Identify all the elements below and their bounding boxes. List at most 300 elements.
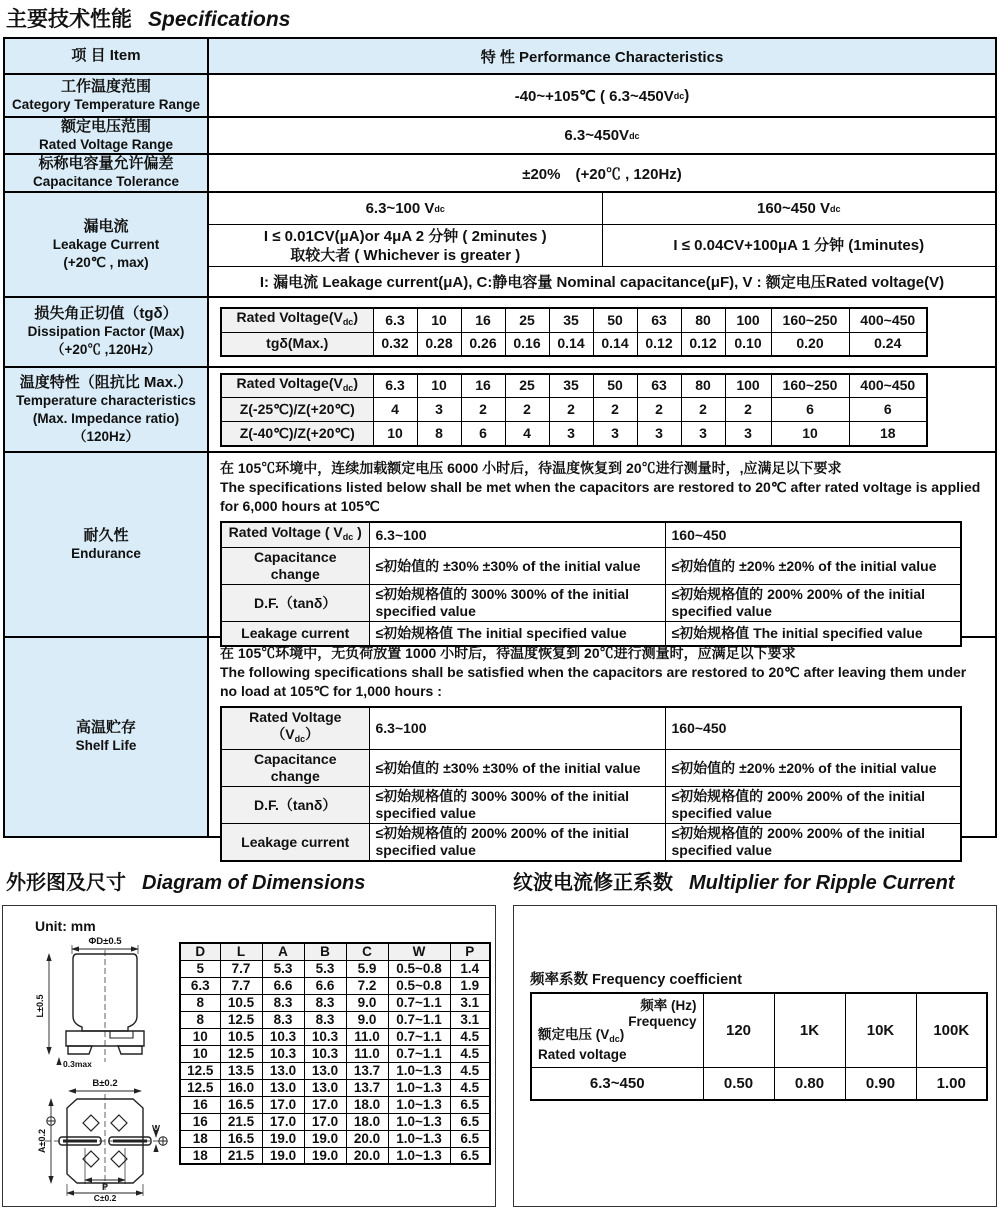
table-row bbox=[180, 1147, 490, 1164]
table-cell: 3 bbox=[637, 422, 681, 446]
table-row bbox=[221, 585, 961, 622]
dim-label-a: A±0.2 bbox=[37, 1129, 47, 1153]
spec-header-item bbox=[5, 39, 209, 73]
spec-title-cn: 主要技术性能 bbox=[6, 8, 132, 31]
table-cell: 11.0 bbox=[346, 1045, 388, 1062]
dimensions-table bbox=[179, 942, 491, 1165]
shelf-life-row bbox=[5, 636, 995, 858]
table-cell: 17.0 bbox=[304, 1096, 346, 1113]
table-row bbox=[221, 422, 927, 446]
table-cell: ≤初始值的 ±30% ±30% of the initial value bbox=[369, 548, 665, 585]
unit-label: Unit: mm bbox=[35, 918, 96, 934]
table-cell: 3 bbox=[549, 422, 593, 446]
table-cell: 7.7 bbox=[220, 977, 262, 994]
table-cell: 8 bbox=[180, 1011, 220, 1028]
table-cell: 6 bbox=[461, 422, 505, 446]
leakage-content bbox=[209, 193, 995, 296]
temp-characteristics-row bbox=[5, 366, 995, 451]
table-cell: 19.0 bbox=[304, 1147, 346, 1164]
table-cell: 2 bbox=[461, 398, 505, 422]
frequency-column-header: 120 bbox=[703, 993, 774, 1067]
table-cell: Z(-25℃)/Z(+20℃) bbox=[221, 398, 373, 422]
temp-characteristics-label bbox=[5, 368, 209, 451]
table-cell: 3 bbox=[681, 422, 725, 446]
endurance-intro-en: The specifications listed below shall be met when the capacitors are restored to 20℃ after rated voltage is applied for 6,000 hours at 105℃ bbox=[220, 479, 981, 514]
table-cell: 4 bbox=[373, 398, 417, 422]
table-cell: 0.7~1.1 bbox=[388, 994, 450, 1011]
capacitor-foot-left bbox=[68, 1046, 92, 1054]
temp-char-label-en2: (Max. Impedance ratio) bbox=[32, 410, 180, 426]
table-cell: 0.12 bbox=[681, 332, 725, 356]
dim-label-l: L±0.5 bbox=[35, 994, 45, 1018]
table-cell: 10 bbox=[180, 1045, 220, 1062]
table-cell: 6.3~100 bbox=[369, 707, 665, 750]
table-cell: tgδ(Max.) bbox=[221, 332, 373, 356]
dim-label-d: ΦD±0.5 bbox=[88, 936, 122, 947]
table-cell: 20.0 bbox=[346, 1130, 388, 1147]
ripple-title-en: Multiplier for Ripple Current bbox=[689, 872, 955, 894]
table-cell: 1.4 bbox=[450, 960, 490, 977]
table-row bbox=[180, 1062, 490, 1079]
table-cell: P bbox=[450, 943, 490, 960]
table-row bbox=[180, 977, 490, 994]
frequency-column-header: 10K bbox=[845, 993, 916, 1067]
table-cell: 6.5 bbox=[450, 1113, 490, 1130]
table-cell: 3 bbox=[593, 422, 637, 446]
table-cell: 10.3 bbox=[304, 1028, 346, 1045]
table-cell: 6.5 bbox=[450, 1096, 490, 1113]
table-cell: Rated Voltage ( $V_{dc}$ ) bbox=[221, 522, 369, 548]
table-cell: 10.3 bbox=[262, 1045, 304, 1062]
table-cell: 3 bbox=[725, 422, 771, 446]
shelf-life-content bbox=[209, 638, 995, 858]
capacitor-can bbox=[73, 954, 137, 1031]
table-cell: ≤初始值的 ±20% ±20% of the initial value bbox=[665, 548, 961, 585]
coefficient-cell: 0.90 bbox=[845, 1067, 916, 1100]
table-cell: 18.0 bbox=[346, 1096, 388, 1113]
voltage-range-label bbox=[5, 118, 209, 153]
table-cell: D.F.（tanδ） bbox=[221, 787, 369, 824]
table-cell: 6.5 bbox=[450, 1130, 490, 1147]
table-cell: 16.5 bbox=[220, 1096, 262, 1113]
tolerance-value: ±20% (+20℃ , 120Hz) bbox=[522, 165, 682, 183]
table-cell: Leakage current bbox=[221, 824, 369, 862]
table-row bbox=[180, 1011, 490, 1028]
dissipation-table bbox=[220, 307, 928, 357]
table-cell: 1.0~1.3 bbox=[388, 1062, 450, 1079]
shelf-life-label-cn: 高温贮存 bbox=[75, 719, 136, 736]
table-cell: 10 bbox=[417, 308, 461, 332]
table-cell: 17.0 bbox=[262, 1113, 304, 1130]
temp-range-label-en: Category Temperature Range bbox=[11, 96, 201, 112]
table-cell: 8 bbox=[180, 994, 220, 1011]
table-row bbox=[180, 1045, 490, 1062]
frequency-coefficient-subtitle: 频率系数 Frequency coefficient bbox=[530, 972, 742, 988]
table-cell: 50 bbox=[593, 374, 637, 398]
dim-label-seat: 0.3max bbox=[63, 1059, 92, 1069]
dimensions-section-title bbox=[6, 866, 365, 895]
voltage-range-cell: 6.3~450 bbox=[531, 1067, 703, 1100]
shelf-life-intro-cn: 在 105℃环境中，无负荷放置 1000 小时后，待温度恢复到 20℃进行测量时，应满足以下要求 bbox=[220, 645, 796, 661]
table-cell: 3.1 bbox=[450, 1011, 490, 1028]
endurance-content bbox=[209, 453, 995, 641]
table-cell: 12.5 bbox=[220, 1011, 262, 1028]
table-cell: 35 bbox=[549, 374, 593, 398]
table-cell: 0.26 bbox=[461, 332, 505, 356]
endurance-row bbox=[5, 451, 995, 641]
table-cell: 1.0~1.3 bbox=[388, 1147, 450, 1164]
table-cell: ≤初始规格值的 200% 200% of the initial specified value bbox=[665, 824, 961, 862]
table-cell: 13.0 bbox=[304, 1079, 346, 1096]
table-cell: 5.3 bbox=[304, 960, 346, 977]
leakage-range1-header: 6.3~100 V dc bbox=[209, 193, 603, 224]
capacitor-side-view bbox=[35, 936, 144, 1069]
table-cell: 0.5~0.8 bbox=[388, 977, 450, 994]
table-cell: 16.0 bbox=[220, 1079, 262, 1096]
table-cell: Rated $Voltage(V_{dc})$ bbox=[221, 308, 373, 332]
table-cell: 0.28 bbox=[417, 332, 461, 356]
table-cell: 20.0 bbox=[346, 1147, 388, 1164]
table-cell: 12.5 bbox=[180, 1079, 220, 1096]
rated-voltage-label-cn: 额定电压 $(V_{dc})$ bbox=[538, 1026, 625, 1044]
dissipation-row bbox=[5, 296, 995, 366]
table-row bbox=[221, 522, 961, 548]
table-cell: 400~450 bbox=[849, 374, 927, 398]
frequency-column-header: 100K bbox=[916, 993, 987, 1067]
table-cell: 11.0 bbox=[346, 1028, 388, 1045]
table-cell: 18.0 bbox=[346, 1113, 388, 1130]
endurance-intro-cn: 在 105℃环境中，连续加载额定电压 6000 小时后，待温度恢复到 20℃进行测量时，,应满足以下要求 bbox=[220, 460, 842, 476]
leakage-label-en: Leakage Current bbox=[52, 236, 160, 252]
ripple-table bbox=[530, 992, 988, 1101]
table-cell: 400~450 bbox=[849, 308, 927, 332]
table-row bbox=[180, 943, 490, 960]
table-cell: 10.5 bbox=[220, 1028, 262, 1045]
ripple-section-title bbox=[513, 866, 955, 895]
table-cell: 100 bbox=[725, 308, 771, 332]
table-cell: 0.7~1.1 bbox=[388, 1045, 450, 1062]
table-cell: ≤初始规格值的 300% 300% of the initial specified value bbox=[369, 585, 665, 622]
table-cell: 4.5 bbox=[450, 1062, 490, 1079]
table-cell: 35 bbox=[549, 308, 593, 332]
table-cell: 1.0~1.3 bbox=[388, 1130, 450, 1147]
table-cell: 16 bbox=[180, 1096, 220, 1113]
table-cell: C bbox=[346, 943, 388, 960]
table-row bbox=[221, 332, 927, 356]
dimensions-title-cn: 外形图及尺寸 bbox=[6, 872, 126, 894]
leakage-formulas bbox=[209, 225, 995, 267]
dissipation-content bbox=[209, 298, 995, 366]
hole bbox=[83, 1115, 99, 1131]
table-cell: 13.0 bbox=[262, 1062, 304, 1079]
table-cell: 2 bbox=[681, 398, 725, 422]
table-cell: 13.7 bbox=[346, 1079, 388, 1096]
table-cell: 1.9 bbox=[450, 977, 490, 994]
table-cell: 16 bbox=[461, 374, 505, 398]
table-cell: 2 bbox=[637, 398, 681, 422]
ripple-title-cn: 纹波电流修正系数 bbox=[513, 872, 673, 894]
table-cell: 7.2 bbox=[346, 977, 388, 994]
table-cell: 8.3 bbox=[262, 994, 304, 1011]
table-cell: 6.6 bbox=[304, 977, 346, 994]
table-cell: D bbox=[180, 943, 220, 960]
table-cell: 0.24 bbox=[849, 332, 927, 356]
dimensions-box bbox=[2, 905, 496, 1207]
table-cell: 80 bbox=[681, 308, 725, 332]
table-cell: 0.5~0.8 bbox=[388, 960, 450, 977]
table-row bbox=[180, 1079, 490, 1096]
table-row bbox=[221, 750, 961, 787]
tolerance-row bbox=[5, 153, 995, 191]
voltage-range-label-en: Rated Voltage Range bbox=[38, 136, 174, 152]
table-row bbox=[221, 707, 961, 750]
table-row bbox=[221, 824, 961, 862]
table-cell: 0.14 bbox=[549, 332, 593, 356]
table-cell: 2 bbox=[725, 398, 771, 422]
ripple-value-row bbox=[531, 1067, 987, 1100]
table-cell: 0.32 bbox=[373, 332, 417, 356]
spec-title-en: Specifications bbox=[148, 8, 291, 31]
table-row bbox=[221, 308, 927, 332]
frequency-label-cn: 频率 (Hz) bbox=[640, 998, 697, 1013]
table-cell: 13.7 bbox=[346, 1062, 388, 1079]
table-cell: 0.7~1.1 bbox=[388, 1011, 450, 1028]
table-cell: 10.3 bbox=[262, 1028, 304, 1045]
coefficient-cell: 0.80 bbox=[774, 1067, 845, 1100]
table-row bbox=[180, 1028, 490, 1045]
dissipation-label bbox=[5, 298, 209, 366]
table-cell: 6.3 bbox=[373, 374, 417, 398]
table-cell: 19.0 bbox=[304, 1130, 346, 1147]
coefficient-cell: 1.00 bbox=[916, 1067, 987, 1100]
table-cell: 6.5 bbox=[450, 1147, 490, 1164]
tolerance-label-en: Capacitance Tolerance bbox=[32, 174, 180, 189]
table-cell: 16 bbox=[461, 308, 505, 332]
shelf-life-intro-en: The following specifications shall be satisfied when the capacitors are restored to 20℃ after leaving them under no load at 105℃ for 1,000 hours : bbox=[220, 664, 967, 699]
table-cell: 3 bbox=[417, 398, 461, 422]
table-cell: 8 bbox=[417, 422, 461, 446]
endurance-label-cn: 耐久性 bbox=[83, 526, 129, 544]
hole bbox=[111, 1151, 127, 1167]
table-cell: 6.3 bbox=[180, 977, 220, 994]
endurance-intro bbox=[220, 459, 985, 516]
table-cell: 50 bbox=[593, 308, 637, 332]
table-cell: 18 bbox=[849, 422, 927, 446]
table-cell: 1.0~1.3 bbox=[388, 1113, 450, 1130]
table-cell: 16.5 bbox=[220, 1130, 262, 1147]
table-cell: Z(-40℃)/Z(+20℃) bbox=[221, 422, 373, 446]
temp-char-label-cn: 温度特性（阻抗比 Max.） bbox=[19, 373, 193, 391]
dim-label-b: B±0.2 bbox=[92, 1078, 118, 1089]
table-cell: 13.0 bbox=[262, 1079, 304, 1096]
temp-range-label bbox=[5, 75, 209, 116]
table-cell: 12.5 bbox=[220, 1045, 262, 1062]
table-cell: 12.5 bbox=[180, 1062, 220, 1079]
table-cell: ≤初始值的 ±20% ±20% of the initial value bbox=[665, 750, 961, 787]
table-cell: ≤初始规格值的 200% 200% of the initial specified value bbox=[665, 787, 961, 824]
spec-header-characteristics: 特 性 Performance Characteristics bbox=[209, 39, 995, 73]
temp-range-row bbox=[5, 73, 995, 116]
leakage-label-condition: (+20℃ , max) bbox=[63, 254, 149, 270]
leakage-note: I: 漏电流 Leakage current(μA), C:静电容量 Nominal capacitance(μF), V : 额定电压Rated voltage(V) bbox=[259, 274, 945, 291]
dissipation-label-cn: 损失角正切值（tgδ） bbox=[34, 305, 178, 322]
table-cell: 7.7 bbox=[220, 960, 262, 977]
leakage-row bbox=[5, 191, 995, 296]
table-cell: 2 bbox=[549, 398, 593, 422]
leakage-label-cn: 漏电流 bbox=[83, 217, 129, 235]
table-cell: L bbox=[220, 943, 262, 960]
table-row bbox=[221, 374, 927, 398]
table-cell: 21.5 bbox=[220, 1147, 262, 1164]
table-cell: 25 bbox=[505, 374, 549, 398]
table-cell: 80 bbox=[681, 374, 725, 398]
tolerance-label-cn: 标称电容量允许偏差 bbox=[38, 155, 174, 172]
table-cell: 25 bbox=[505, 308, 549, 332]
rated-voltage-label-en: Rated voltage bbox=[538, 1046, 627, 1062]
table-cell: 6 bbox=[849, 398, 927, 422]
dim-label-c: C±0.2 bbox=[93, 1193, 117, 1202]
table-cell: 17.0 bbox=[304, 1113, 346, 1130]
table-cell: 10 bbox=[417, 374, 461, 398]
table-cell: 160~450 bbox=[665, 707, 961, 750]
table-cell: ≤初始规格值 The initial specified value bbox=[665, 622, 961, 646]
tolerance-label bbox=[5, 155, 209, 191]
rated-voltage-axis-label bbox=[538, 1027, 627, 1063]
shelf-life-table bbox=[220, 706, 962, 862]
table-cell: D.F.（tanδ） bbox=[221, 585, 369, 622]
table-cell: 4.5 bbox=[450, 1079, 490, 1096]
endurance-table bbox=[220, 521, 962, 647]
table-cell: 100 bbox=[725, 374, 771, 398]
table-cell: 3.1 bbox=[450, 994, 490, 1011]
table-cell: 0.14 bbox=[593, 332, 637, 356]
leakage-label bbox=[5, 193, 209, 296]
table-cell: 4 bbox=[505, 422, 549, 446]
hole bbox=[111, 1115, 127, 1131]
frequency-axis-label bbox=[628, 998, 696, 1030]
table-cell: 160~250 bbox=[771, 308, 849, 332]
table-cell: 63 bbox=[637, 374, 681, 398]
table-cell: 19.0 bbox=[262, 1130, 304, 1147]
capacitor-diagram bbox=[15, 934, 185, 1202]
table-cell: 63 bbox=[637, 308, 681, 332]
temp-range-value: -40~+105℃ ( 6.3~450V dc ) bbox=[514, 87, 690, 105]
temp-char-label-en1: Temperature characteristics bbox=[16, 392, 196, 408]
table-cell: 10 bbox=[373, 422, 417, 446]
table-cell: Rated $Voltage(V_{dc})$ bbox=[221, 374, 373, 398]
dissipation-label-condition: （+20℃ ,120Hz） bbox=[51, 342, 161, 357]
table-cell: 8.3 bbox=[304, 1011, 346, 1028]
endurance-label-en: Endurance bbox=[71, 545, 141, 561]
table-cell: 19.0 bbox=[262, 1147, 304, 1164]
table-row bbox=[221, 787, 961, 824]
table-cell: 10 bbox=[180, 1028, 220, 1045]
shelf-life-label-en: Shelf Life bbox=[75, 738, 137, 753]
table-cell: 21.5 bbox=[220, 1113, 262, 1130]
table-cell: 4.5 bbox=[450, 1045, 490, 1062]
hole bbox=[83, 1151, 99, 1167]
table-cell: Capacitance change bbox=[221, 548, 369, 585]
capacitor-foot-right bbox=[118, 1046, 142, 1054]
ripple-header-row bbox=[531, 993, 987, 1067]
voltage-range-row bbox=[5, 116, 995, 153]
dimensions-title-en: Diagram of Dimensions bbox=[142, 872, 366, 894]
table-cell: 13.0 bbox=[304, 1062, 346, 1079]
voltage-range-label-cn: 额定电压范围 bbox=[60, 117, 151, 135]
table-row bbox=[180, 1130, 490, 1147]
leakage-range2-header: 160~450 V dc bbox=[756, 200, 841, 217]
endurance-label bbox=[5, 453, 209, 636]
table-cell: 10.5 bbox=[220, 994, 262, 1011]
table-cell: 8.3 bbox=[304, 994, 346, 1011]
leakage-voltage-headers bbox=[209, 193, 995, 225]
spec-header-row bbox=[5, 39, 995, 73]
table-cell: 1.0~1.3 bbox=[388, 1096, 450, 1113]
table-cell: 9.0 bbox=[346, 1011, 388, 1028]
table-cell: 5.9 bbox=[346, 960, 388, 977]
voltage-range-value: 6.3~450V dc bbox=[564, 127, 640, 144]
table-cell: 18 bbox=[180, 1130, 220, 1147]
temp-characteristics-content bbox=[209, 368, 995, 451]
table-cell: W bbox=[388, 943, 450, 960]
spec-table bbox=[3, 37, 997, 858]
table-cell: ≤初始规格值的 200% 200% of the initial specified value bbox=[369, 824, 665, 862]
table-cell: 13.5 bbox=[220, 1062, 262, 1079]
table-cell: 9.0 bbox=[346, 994, 388, 1011]
table-cell: 160~450 bbox=[665, 522, 961, 548]
table-row bbox=[180, 994, 490, 1011]
dim-label-p: P bbox=[101, 1182, 109, 1192]
table-cell: ≤初始值的 ±30% ±30% of the initial value bbox=[369, 750, 665, 787]
shelf-life-intro bbox=[220, 644, 985, 701]
table-cell: 2 bbox=[593, 398, 637, 422]
impedance-ratio-table bbox=[220, 373, 928, 447]
leakage-range1-formula: I ≤ 0.01CV(μA)or 4μA 2 分钟 ( 2minutes ) 取较大者 ( Whichever is greater ) bbox=[209, 225, 603, 266]
table-cell: 18 bbox=[180, 1147, 220, 1164]
frequency-label-en: Frequency bbox=[628, 1014, 697, 1029]
table-cell: 17.0 bbox=[262, 1096, 304, 1113]
table-cell: B bbox=[304, 943, 346, 960]
table-cell: 6 bbox=[771, 398, 849, 422]
table-cell: Capacitance change bbox=[221, 750, 369, 787]
table-cell: 8.3 bbox=[262, 1011, 304, 1028]
table-cell: 6.3~100 bbox=[369, 522, 665, 548]
table-cell: 6.3 bbox=[373, 308, 417, 332]
table-cell: 0.7~1.1 bbox=[388, 1028, 450, 1045]
table-cell: 0.16 bbox=[505, 332, 549, 356]
table-cell: 2 bbox=[505, 398, 549, 422]
table-cell: 10 bbox=[771, 422, 849, 446]
table-cell: 10.3 bbox=[304, 1045, 346, 1062]
table-cell: 0.20 bbox=[771, 332, 849, 356]
table-cell: 160~250 bbox=[771, 374, 849, 398]
table-cell: 5.3 bbox=[262, 960, 304, 977]
table-cell: ≤初始规格值的 300% 300% of the initial specified value bbox=[369, 787, 665, 824]
temp-range-label-cn: 工作温度范围 bbox=[60, 77, 151, 95]
table-cell: 6.6 bbox=[262, 977, 304, 994]
leakage-range2-formula: I ≤ 0.04CV+100μA 1 分钟 (1minutes) bbox=[673, 237, 925, 254]
table-cell: 1.0~1.3 bbox=[388, 1079, 450, 1096]
spec-section-title bbox=[6, 3, 290, 33]
table-row bbox=[180, 1113, 490, 1130]
table-row bbox=[221, 548, 961, 585]
dim-label-w: W bbox=[151, 1123, 161, 1133]
table-cell: 4.5 bbox=[450, 1028, 490, 1045]
table-cell: ≤初始规格值 The initial specified value bbox=[369, 622, 665, 646]
capacitor-bottom-view bbox=[37, 1078, 167, 1202]
table-row bbox=[221, 398, 927, 422]
table-row bbox=[180, 960, 490, 977]
